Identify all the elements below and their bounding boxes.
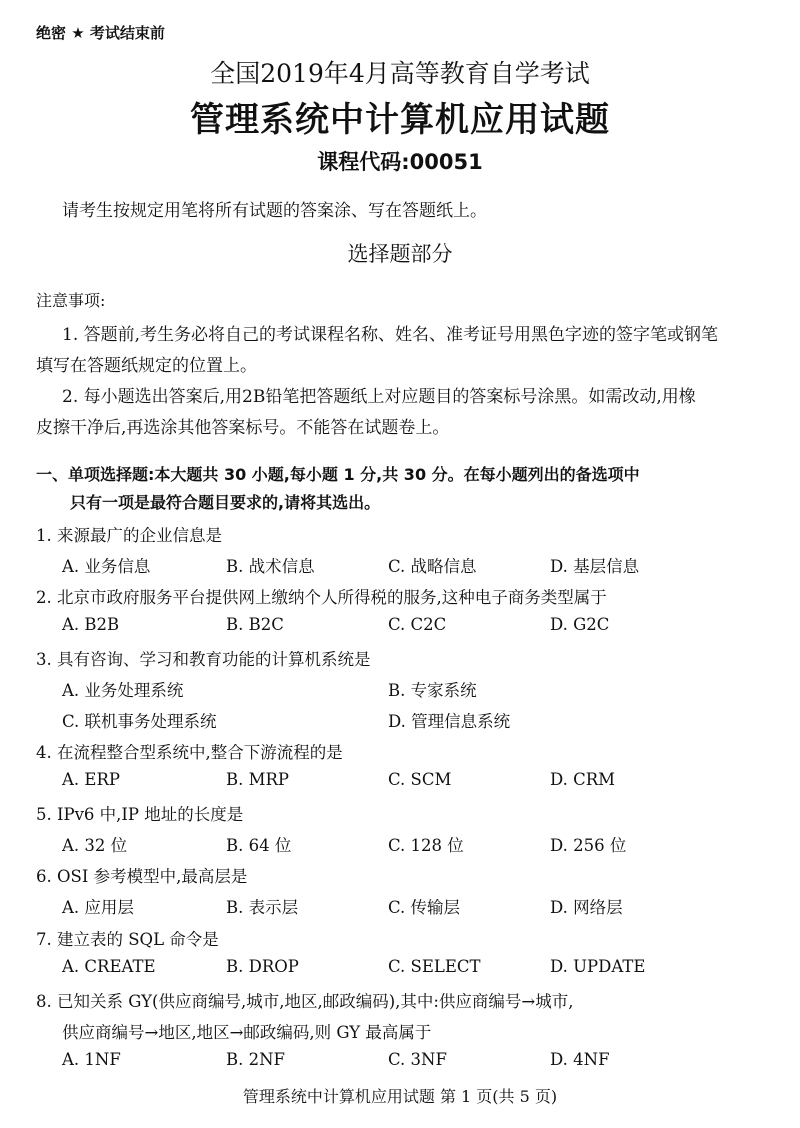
question-stem: 2. 北京市政府服务平台提供网上缴纳个人所得税的服务,这种电子商务类型属于: [36, 588, 607, 607]
option-c: C. SCM: [388, 770, 452, 789]
option-c: C. SELECT: [388, 957, 481, 976]
option-d: D. G2C: [550, 615, 610, 634]
option-d: D. UPDATE: [550, 957, 646, 976]
confidential-mark: 绝密 ★ 考试结束前: [36, 24, 165, 42]
option-b: B. B2C: [226, 615, 284, 634]
question-stem: 3. 具有咨询、学习和教育功能的计算机系统是: [36, 650, 371, 669]
option-d: D. CRM: [550, 770, 616, 789]
option-b: B. MRP: [226, 770, 290, 789]
notes-heading: 注意事项:: [36, 291, 106, 310]
option-c: C. 联机事务处理系统: [62, 712, 217, 731]
option-a: A. 业务处理系统: [62, 681, 184, 700]
subject-title: 管理系统中计算机应用试题: [190, 100, 610, 140]
option-c: C. 128 位: [388, 836, 464, 855]
option-c: C. 传输层: [388, 898, 461, 917]
option-b: B. 专家系统: [388, 681, 477, 700]
question-stem-cont: 供应商编号→地区,地区→邮政编码,则 GY 最高属于: [62, 1023, 432, 1042]
option-a: A. CREATE: [62, 957, 156, 976]
option-b: B. 2NF: [226, 1050, 285, 1069]
note-line: 皮擦干净后,再选涂其他答案标号。不能答在试题卷上。: [36, 418, 450, 438]
note-line: 1. 答题前,考生务必将自己的考试课程名称、姓名、准考证号用黑色字迹的签字笔或钢笔: [62, 325, 719, 345]
question-stem: 6. OSI 参考模型中,最高层是: [36, 867, 248, 886]
part1-heading-cont: 只有一项是最符合题目要求的,请将其选出。: [70, 493, 381, 512]
instruction-text: 请考生按规定用笔将所有试题的答案涂、写在答题纸上。: [62, 201, 487, 221]
question-stem: 4. 在流程整合型系统中,整合下游流程的是: [36, 743, 343, 762]
question-stem: 7. 建立表的 SQL 命令是: [36, 930, 219, 949]
question-stem: 8. 已知关系 GY(供应商编号,城市,地区,邮政编码),其中:供应商编号→城市,: [36, 992, 574, 1011]
question-stem: 1. 来源最广的企业信息是: [36, 526, 222, 545]
part1-heading: 一、单项选择题:本大题共 30 小题,每小题 1 分,共 30 分。在每小题列出的备选项中: [36, 465, 640, 484]
option-d: D. 网络层: [550, 898, 623, 917]
exam-title: 全国2019年4月高等教育自学考试: [210, 59, 590, 88]
option-d: D. 基层信息: [550, 557, 640, 576]
option-b: B. 表示层: [226, 898, 299, 917]
page-footer: 管理系统中计算机应用试题 第 1 页(共 5 页): [242, 1087, 558, 1106]
course-code: 课程代码:00051: [317, 150, 483, 174]
section-title: 选择题部分: [347, 242, 453, 266]
option-a: A. 应用层: [62, 898, 134, 917]
option-c: C. 3NF: [388, 1050, 447, 1069]
option-d: D. 管理信息系统: [388, 712, 511, 731]
note-line: 填写在答题纸规定的位置上。: [36, 356, 257, 376]
option-d: D. 4NF: [550, 1050, 610, 1069]
option-b: B. 战术信息: [226, 557, 315, 576]
option-a: A. B2B: [62, 615, 120, 634]
option-a: A. 1NF: [62, 1050, 121, 1069]
option-c: C. 战略信息: [388, 557, 477, 576]
option-a: A. 32 位: [62, 836, 128, 855]
question-stem: 5. IPv6 中,IP 地址的长度是: [36, 805, 244, 824]
option-a: A. 业务信息: [62, 557, 151, 576]
option-c: C. C2C: [388, 615, 447, 634]
option-b: B. DROP: [226, 957, 299, 976]
option-a: A. ERP: [62, 770, 120, 789]
note-line: 2. 每小题选出答案后,用2B铅笔把答题纸上对应题目的答案标号涂黑。如需改动,用橡: [62, 387, 696, 407]
option-b: B. 64 位: [226, 836, 292, 855]
option-d: D. 256 位: [550, 836, 627, 855]
